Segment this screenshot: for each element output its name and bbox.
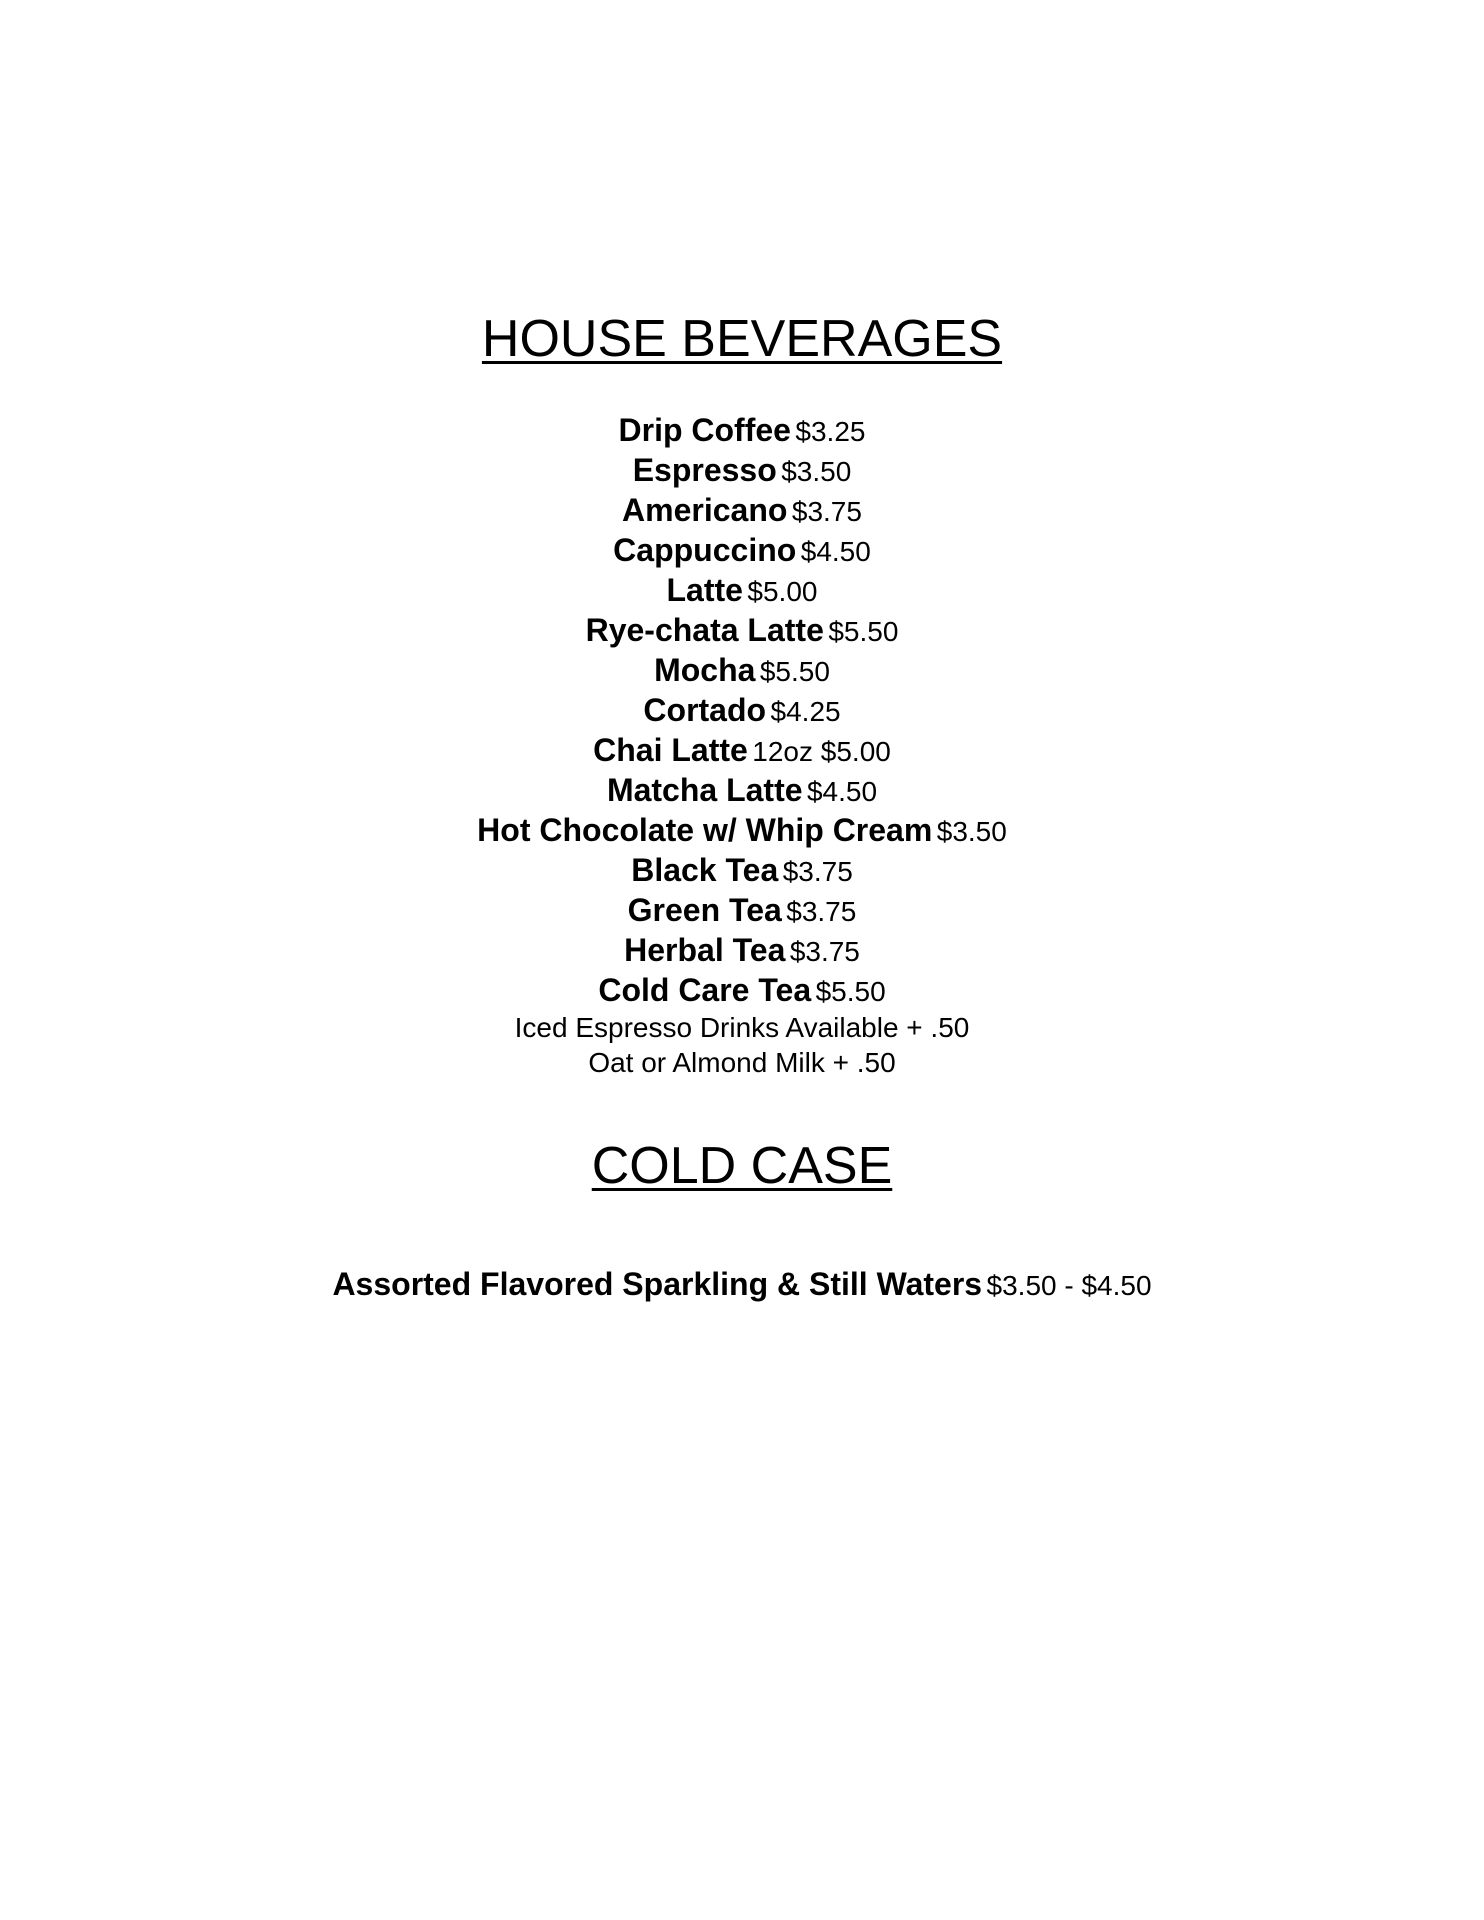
item-price: $4.50 — [806, 776, 878, 807]
item-price: $3.75 — [782, 856, 853, 887]
menu-item — [0, 610, 1484, 650]
menu-item — [0, 490, 1484, 530]
cold-case-title-text: COLD CASE — [591, 1137, 893, 1195]
item-name: Cortado — [643, 692, 767, 728]
menu-item — [0, 410, 1484, 450]
menu-note: Oat or Almond Milk + .50 — [588, 1047, 896, 1078]
menu-item — [0, 770, 1484, 810]
item-name: Assorted Flavored Sparkling & Still Waters — [332, 1266, 983, 1302]
item-name: Cold Care Tea — [598, 972, 812, 1008]
item-price: $5.00 — [747, 576, 818, 607]
menu-item — [0, 730, 1484, 770]
item-name: Black Tea — [631, 852, 779, 888]
item-price: $3.75 — [791, 496, 862, 527]
house-beverages-title — [0, 309, 1484, 369]
menu-item — [0, 970, 1484, 1010]
item-name: Chai Latte — [593, 732, 748, 768]
item-price: $5.50 — [815, 976, 886, 1007]
item-name: Mocha — [654, 652, 756, 688]
item-price: $5.50 — [828, 616, 899, 647]
item-price: $3.50 — [936, 816, 1007, 847]
menu-item — [0, 530, 1484, 570]
menu-item — [0, 570, 1484, 610]
item-name: Matcha Latte — [606, 772, 803, 808]
item-price: $4.25 — [770, 696, 841, 727]
menu-item — [0, 1262, 1484, 1306]
item-name: Cappuccino — [613, 532, 797, 568]
menu-note: Iced Espresso Drinks Available + .50 — [514, 1012, 970, 1043]
item-name: Drip Coffee — [618, 412, 791, 448]
item-price: $3.75 — [786, 896, 857, 927]
item-name: Espresso — [632, 452, 777, 488]
item-price: $4.50 — [800, 536, 871, 567]
item-price: $3.75 — [789, 936, 860, 967]
menu-item — [0, 850, 1484, 890]
menu-item — [0, 650, 1484, 690]
house-beverages-list — [0, 410, 1484, 1080]
menu-item — [0, 450, 1484, 490]
menu-item — [0, 810, 1484, 850]
item-price: $5.50 — [759, 656, 830, 687]
item-name: Hot Chocolate w/ Whip Cream — [477, 812, 933, 848]
item-price: 12oz $5.00 — [752, 736, 891, 767]
item-name: Americano — [622, 492, 788, 528]
item-price: $3.50 - $4.50 — [986, 1270, 1152, 1301]
item-name: Green Tea — [627, 892, 782, 928]
item-name: Latte — [666, 572, 743, 608]
menu-item — [0, 930, 1484, 970]
item-price: $3.50 — [781, 456, 852, 487]
cold-case-title — [0, 1136, 1484, 1196]
house-beverages-title-text: HOUSE BEVERAGES — [481, 310, 1003, 368]
menu-item — [0, 690, 1484, 730]
item-price: $3.25 — [795, 416, 866, 447]
menu-item — [0, 890, 1484, 930]
item-name: Herbal Tea — [624, 932, 786, 968]
item-name: Rye-chata Latte — [585, 612, 824, 648]
